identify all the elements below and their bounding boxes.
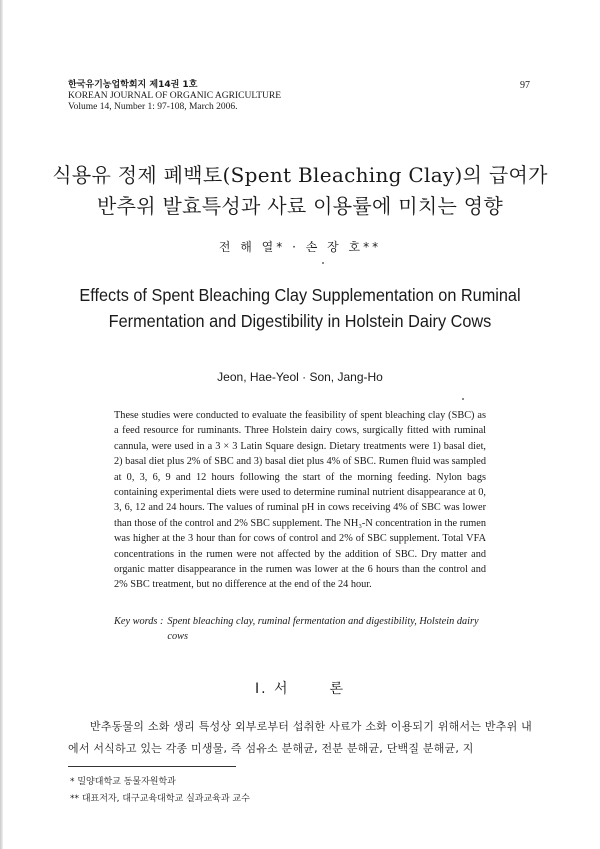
title-korean-line-1: 식용유 정제 폐백토(Spent Bleaching Clay)의 급여가 xyxy=(52,163,548,187)
section-number: I. xyxy=(254,681,268,697)
scan-speck xyxy=(322,262,324,264)
title-korean xyxy=(0,160,600,222)
title-korean-line-2: 반추위 발효특성과 사료 이용률에 미치는 영향 xyxy=(96,194,504,218)
footnotes xyxy=(70,774,250,808)
scan-speck xyxy=(462,398,464,400)
section-title-part-1: 서 xyxy=(273,681,290,697)
page-edge-shadow xyxy=(0,0,3,849)
title-english xyxy=(21,282,579,334)
body-paragraph: 반추동물의 소화 생리 특성상 외부로부터 섭취한 사료가 소화 이용되기 위해서는 반추위 내에서 서식하고 있는 각종 미생물, 즉 섬유소 분해균, 전분 분해균, 단백질 분해균, 지 xyxy=(68,720,532,755)
authors-english: Jeon, Hae-Yeol · Son, Jang-Ho xyxy=(217,370,383,384)
journal-name-korean: 한국유기농업학회지 제14권 1호 xyxy=(68,80,198,90)
section-heading-introduction xyxy=(0,678,600,698)
title-english-line-2: Fermentation and Digestibility in Holstein Dairy Cows xyxy=(108,311,492,331)
journal-name-english: KOREAN JOURNAL OF ORGANIC AGRICULTURE xyxy=(68,91,282,101)
page-number: 97 xyxy=(520,80,530,91)
title-english-line-1: Effects of Spent Bleaching Clay Supplementation on Ruminal xyxy=(79,285,521,305)
keywords xyxy=(114,614,486,645)
keywords-text: Spent bleaching clay, ruminal fermentation and digestibility, Holstein dairy cows xyxy=(167,616,479,643)
journal-masthead xyxy=(68,80,281,113)
keywords-label: Key words : xyxy=(114,616,164,627)
footnote-divider xyxy=(68,766,236,767)
authors-korean: 전 해 열* · 손 장 호** xyxy=(218,240,382,254)
section-title-part-2: 론 xyxy=(329,681,346,697)
footnote-affiliation-1: * 밀양대학교 동물자원학과 xyxy=(70,777,176,787)
footnote-affiliation-2: ** 대표저자, 대구교육대학교 실과교육과 교수 xyxy=(70,794,250,804)
volume-info: Volume 14, Number 1: 97-108, March 2006. xyxy=(68,102,238,112)
abstract: These studies were conducted to evaluate the feasibility of spent bleaching clay (SBC) as a feed resource for ruminants. Three Holstein dairy cows, surgically fitted with ruminal cannula, were used in a 3 × 3 Latin Square design. Dietary treatments were 1) basal diet, 2) basal diet plus 2% of SBC and 3) basal diet plus 4% of SBC. Rumen fluid was sampled at 0, 3, 6, 9 and 12 hours following the start of the morning feeding. Nylon bags containing experimental diets were used to determine ruminal nutrient disappearance at 0, 3, 6, 12 and 24 hours. The values of ruminal pH in cows receiving 4% of SBC was lower than those of the control and 2% SBC supplement. The NH₃-N concentration in the rumen was higher at the 3 hour than for cows of control and 2% of SBC supplement. Total VFA concentrations in the rumen were not affected by the addition of SBC. Dry matter and organic matter disappearance in the rumen was lower at the 6 hours than the control and 2% SBC treatment, but no difference at the end of the 24 hour. xyxy=(114,410,487,591)
